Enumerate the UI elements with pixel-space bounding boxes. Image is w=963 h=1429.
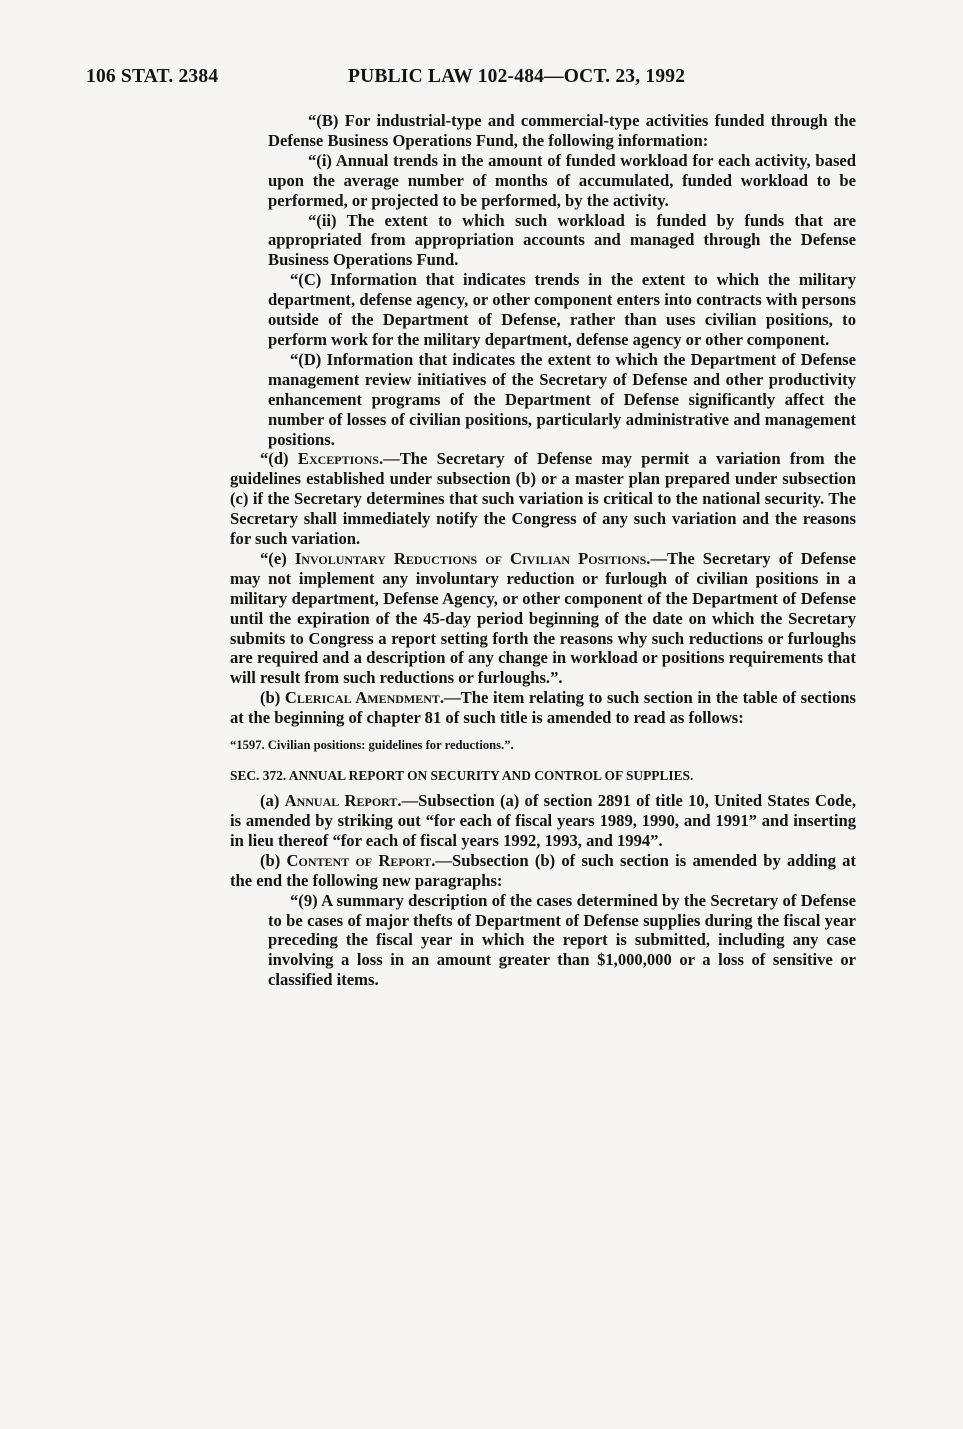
clause-b-i: “(i) Annual trends in the amount of funded workload for each activity, based upon the average number of months of accumulated, funded workload to be performed, or projected to be performed, by the activity. <box>268 150 856 210</box>
subsection-text: —The item relating to such section in the table of sections at the beginning of chapter 81 of such title is amended to read as follows: <box>230 688 856 728</box>
table-of-sections-item: “1597. Civilian positions: guidelines for reductions.”. <box>230 738 514 753</box>
paragraph-d: “(D) Information that indicates the extent to which the Department of Defense management review initiatives of the Secretary of Defense and other productivity enhancement programs of the Department of Defense significantly affect the number of losses of civilian positions, particularly administrative and management positions. <box>268 349 856 449</box>
subsection-heading: Annual Report. <box>284 791 402 811</box>
subsection-label: (a) <box>260 791 285 811</box>
paragraph-9: “(9) A summary description of the cases determined by the Secretary of Defense to be cases of major thefts of Department of Defense supplies during the fiscal year preceding the fiscal year in which the report is submitted, including any case involving a loss in an amount greater than $1,000,000 or a loss of sensitive or classified items. <box>268 890 856 990</box>
subsection-heading: Exceptions. <box>297 449 384 469</box>
subsection-label: (b) <box>260 688 285 708</box>
subsection-b-clerical-amendment <box>230 688 856 728</box>
clause-b-ii: “(ii) The extent to which such workload is funded by funds that are appropriated from appropriation accounts and managed through the Defense Business Operations Fund. <box>268 210 856 270</box>
subsection-heading: Content of Report. <box>286 850 436 870</box>
paragraph-c: “(C) Information that indicates trends in the extent to which the military department, defense agency, or other component enters into contracts with persons outside of the Department of Defense, rather than uses civilian positions, to perform work for the military department, defense agency or other component. <box>268 270 856 349</box>
subsection-b-content-of-report <box>230 851 856 891</box>
subsection-text: —Subsection (a) of section 2891 of title 10, United States Code, is amended by striking out “for each of fiscal years 1989, 1990, and 1991” and inserting in lieu thereof “for each of fiscal years 1992, 1993, and 1994”. <box>230 791 856 850</box>
public-law-date: PUBLIC LAW 102-484—OCT. 23, 1992 <box>348 66 686 87</box>
subsection-text: —Subsection (b) of such section is amended by adding at the end the following new paragraphs: <box>230 850 857 890</box>
subsection-label: “(e) <box>260 548 295 568</box>
subsection-heading: Involuntary Reductions of Civilian Positions. <box>294 548 651 568</box>
subsection-a-annual-report <box>230 791 856 851</box>
document-body <box>230 111 856 990</box>
subsection-text: —The Secretary of Defense may not implement any involuntary reduction or furlough of civilian positions in a military department, Defense Agency, or other component of the Department of Defense until the expiration of the 45-day period beginning of the date on which the Secretary submits to Congress a report setting forth the reasons why such reductions or furloughs are required and a description of any change in workload or positions requirements that will result from such reductions or furloughs.”. <box>230 548 856 688</box>
statute-page-ref: 106 STAT. 2384 <box>86 66 219 87</box>
subsection-e-involuntary-reductions <box>230 549 856 688</box>
subsection-label: “(d) <box>260 449 298 469</box>
subsection-text: —The Secretary of Defense may permit a variation from the guidelines established under subsection (b) or a master plan prepared under subsection (c) if the Secretary determines that such variation is critical to the national security. The Secretary shall immediately notify the Congress of any such variation and the reasons for such variation. <box>230 449 856 549</box>
paragraph-b: “(B) For industrial-type and commercial-type activities funded through the Defense Business Operations Fund, the following information: <box>268 111 856 150</box>
running-header <box>86 66 876 94</box>
subsection-heading: Clerical Amendment. <box>284 688 445 708</box>
subsection-d-exceptions <box>230 449 856 549</box>
section-372-heading: SEC. 372. ANNUAL REPORT ON SECURITY AND CONTROL OF SUPPLIES. <box>230 768 694 784</box>
subsection-label: (b) <box>260 850 287 870</box>
